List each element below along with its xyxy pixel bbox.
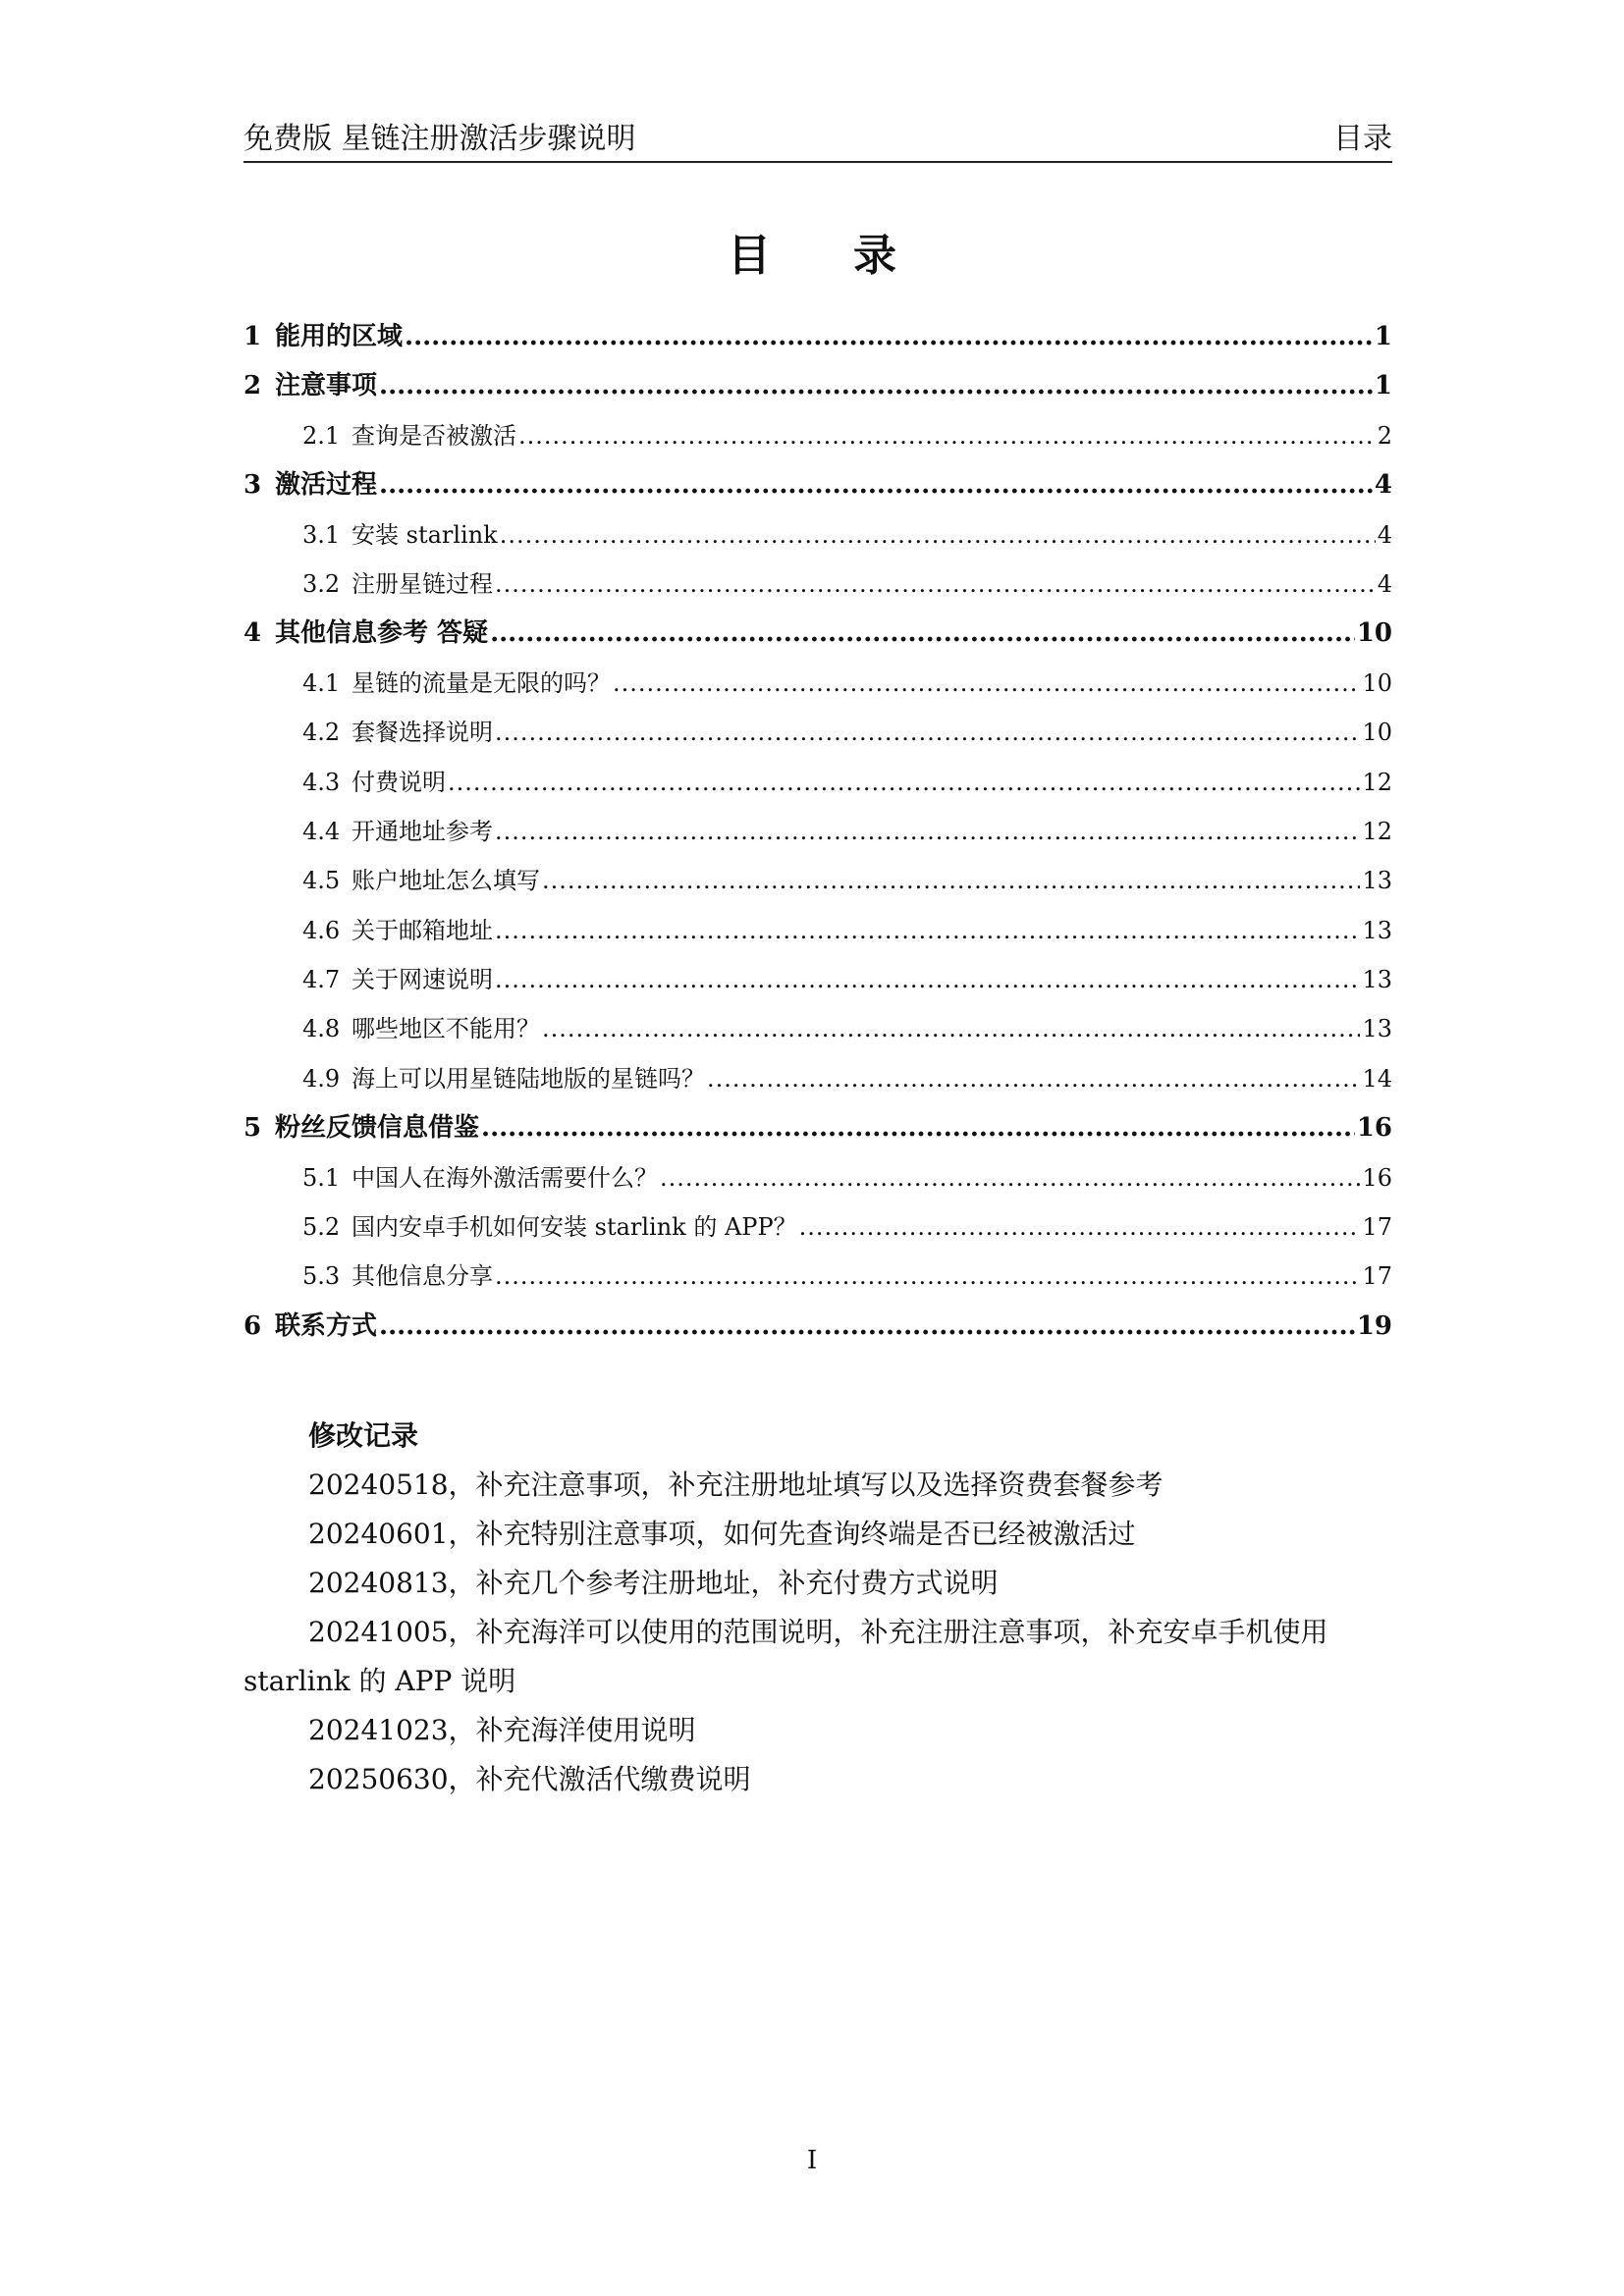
toc-entry[interactable] — [244, 1153, 1392, 1202]
toc-entry[interactable] — [244, 659, 1392, 708]
toc-entry-number: 5.2 — [302, 1213, 341, 1242]
toc-dot-leader — [799, 1202, 1361, 1252]
toc-entry[interactable] — [244, 708, 1392, 757]
toc-entry[interactable] — [244, 460, 1392, 509]
toc-entry-number: 4.4 — [302, 817, 341, 845]
toc-entry-label: 中国人在海外激活需要什么？ — [352, 1163, 658, 1192]
toc-entry-label: 付费说明 — [352, 768, 446, 796]
toc-dot-leader — [379, 361, 1373, 410]
toc-entry[interactable] — [244, 807, 1392, 856]
toc-entry-label: 开通地址参考 — [352, 817, 493, 845]
page-header — [244, 116, 1392, 163]
toc-entry-page: 13 — [1362, 916, 1392, 944]
toc-dot-leader — [495, 708, 1360, 757]
toc-entry-page: 10 — [1356, 618, 1392, 649]
toc-entry-label: 粉丝反馈信息借鉴 — [275, 1113, 480, 1144]
toc-entry[interactable] — [244, 1202, 1392, 1252]
toc-entry-number: 4.5 — [302, 867, 341, 895]
toc-entry-label: 国内安卓手机如何安装 starlink 的 APP？ — [352, 1213, 797, 1242]
toc-entry-label: 套餐选择说明 — [352, 719, 493, 747]
revision-list — [244, 1461, 1392, 1804]
toc-entry-label: 海上可以用星链陆地版的星链吗？ — [352, 1064, 705, 1093]
toc-entry-page: 17 — [1362, 1262, 1392, 1291]
toc-entry-number: 4.6 — [302, 916, 341, 944]
revision-entry: 20241005，补充海洋可以使用的范围说明，补充注册注意事项，补充安卓手机使用 starlink 的 APP 说明 — [244, 1616, 1328, 1697]
revision-entry: 20240518，补充注意事项，补充注册地址填写以及选择资费套餐参考 — [308, 1468, 1164, 1501]
toc-entry-label: 哪些地区不能用？ — [352, 1015, 540, 1043]
toc-entry[interactable] — [244, 906, 1392, 955]
toc-entry-page: 4 — [1377, 569, 1392, 598]
toc-entry-page: 14 — [1362, 1064, 1392, 1093]
toc-entry-page: 13 — [1362, 1015, 1392, 1043]
toc-dot-leader — [379, 460, 1373, 509]
toc-entry-label: 关于邮箱地址 — [352, 916, 493, 944]
toc-dot-leader — [707, 1054, 1360, 1103]
toc-entry-number: 1 — [244, 322, 262, 351]
toc-entry-label: 星链的流量是无限的吗？ — [352, 668, 611, 697]
toc-entry-label: 联系方式 — [275, 1310, 378, 1341]
toc-dot-leader — [542, 1004, 1360, 1053]
toc-dot-leader — [490, 609, 1355, 658]
toc-entry-label: 注册星链过程 — [352, 569, 493, 598]
toc-dot-leader — [495, 1252, 1360, 1301]
toc-entry-page: 4 — [1377, 520, 1392, 549]
toc-dot-leader — [495, 906, 1360, 955]
toc-entry[interactable] — [244, 856, 1392, 905]
toc-entry[interactable] — [244, 1054, 1392, 1103]
toc-dot-leader — [518, 411, 1376, 460]
toc-dot-leader — [495, 807, 1360, 856]
toc-entry-number: 4.1 — [302, 668, 341, 697]
toc-entry[interactable] — [244, 1103, 1392, 1152]
toc-entry[interactable] — [244, 609, 1392, 658]
toc-entry[interactable] — [244, 560, 1392, 609]
toc-entry-number: 4.7 — [302, 966, 341, 994]
toc-entry-label: 关于网速说明 — [352, 966, 493, 994]
toc-entry-label: 安装 starlink — [352, 520, 498, 549]
toc-entry[interactable] — [244, 312, 1392, 361]
toc-entry-label: 其他信息分享 — [352, 1262, 493, 1291]
toc-entry-number: 2 — [244, 371, 262, 401]
toc-entry[interactable] — [244, 411, 1392, 460]
toc-entry-label: 激活过程 — [275, 470, 378, 501]
revision-entry: 20250630，补充代激活代缴费说明 — [308, 1763, 751, 1795]
revision-entry: 20241023，补充海洋使用说明 — [308, 1714, 696, 1746]
revision-history-title: 修改记录 — [308, 1419, 419, 1452]
header-document-title: 免费版 星链注册激活步骤说明 — [244, 122, 636, 156]
revision-entry: 20240813，补充几个参考注册地址，补充付费方式说明 — [308, 1567, 999, 1599]
toc-entry-number: 6 — [244, 1310, 262, 1341]
toc-entry-page: 19 — [1356, 1310, 1392, 1341]
toc-entry-page: 13 — [1362, 966, 1392, 994]
toc-entry-page: 1 — [1374, 371, 1392, 401]
toc-entry-label: 能用的区域 — [275, 322, 404, 351]
toc-entry[interactable] — [244, 1004, 1392, 1053]
toc-entry-number: 2.1 — [302, 421, 341, 450]
toc-entry[interactable] — [244, 955, 1392, 1004]
toc-entry-page: 12 — [1362, 768, 1392, 796]
toc-dot-leader — [495, 955, 1360, 1004]
toc-dot-leader — [448, 758, 1360, 807]
toc-entry-page: 16 — [1356, 1113, 1392, 1144]
toc-entry[interactable] — [244, 1302, 1392, 1351]
toc-dot-leader — [495, 560, 1376, 609]
toc-entry[interactable] — [244, 758, 1392, 807]
toc-entry-label: 其他信息参考 答疑 — [275, 618, 489, 649]
toc-entry-number: 4.3 — [302, 768, 341, 796]
toc-entry-page: 1 — [1374, 322, 1392, 351]
toc-entry-page: 12 — [1362, 817, 1392, 845]
toc-entry-label: 账户地址怎么填写 — [352, 867, 540, 895]
toc-entry-page: 16 — [1362, 1163, 1392, 1192]
toc-dot-leader — [660, 1153, 1360, 1202]
toc-entry-label: 注意事项 — [275, 371, 378, 401]
toc-entry-number: 3.1 — [302, 520, 341, 549]
toc-entry-label: 查询是否被激活 — [352, 421, 516, 450]
header-section-name: 目录 — [1333, 122, 1392, 156]
toc-dot-leader — [405, 312, 1373, 361]
toc-entry-number: 4 — [244, 618, 262, 649]
toc-dot-leader — [613, 659, 1360, 708]
toc-dot-leader — [542, 856, 1360, 905]
toc-entry[interactable] — [244, 1252, 1392, 1301]
table-of-contents — [244, 312, 1392, 1351]
toc-heading: 目录 — [728, 231, 979, 281]
toc-entry-page: 10 — [1362, 668, 1392, 697]
toc-entry-number: 5.1 — [302, 1163, 341, 1192]
toc-entry-page: 13 — [1362, 867, 1392, 895]
toc-entry-number: 3 — [244, 470, 262, 501]
toc-entry-number: 3.2 — [302, 569, 341, 598]
toc-entry-number: 5.3 — [302, 1262, 341, 1291]
toc-dot-leader — [500, 510, 1376, 560]
toc-entry-page: 2 — [1377, 421, 1392, 450]
toc-entry[interactable] — [244, 510, 1392, 560]
revision-history — [244, 1412, 1392, 1804]
toc-entry-page: 17 — [1362, 1213, 1392, 1242]
toc-dot-leader — [379, 1302, 1355, 1351]
revision-entry: 20240601，补充特别注意事项，如何先查询终端是否已经被激活过 — [308, 1518, 1136, 1550]
toc-entry-page: 4 — [1374, 470, 1392, 501]
toc-entry-number: 4.8 — [302, 1015, 341, 1043]
page-number: I — [806, 2146, 818, 2175]
toc-entry[interactable] — [244, 361, 1392, 410]
toc-entry-page: 10 — [1362, 719, 1392, 747]
toc-entry-number: 5 — [244, 1113, 262, 1144]
toc-entry-number: 4.9 — [302, 1064, 341, 1093]
toc-entry-number: 4.2 — [302, 719, 341, 747]
toc-dot-leader — [481, 1103, 1355, 1152]
